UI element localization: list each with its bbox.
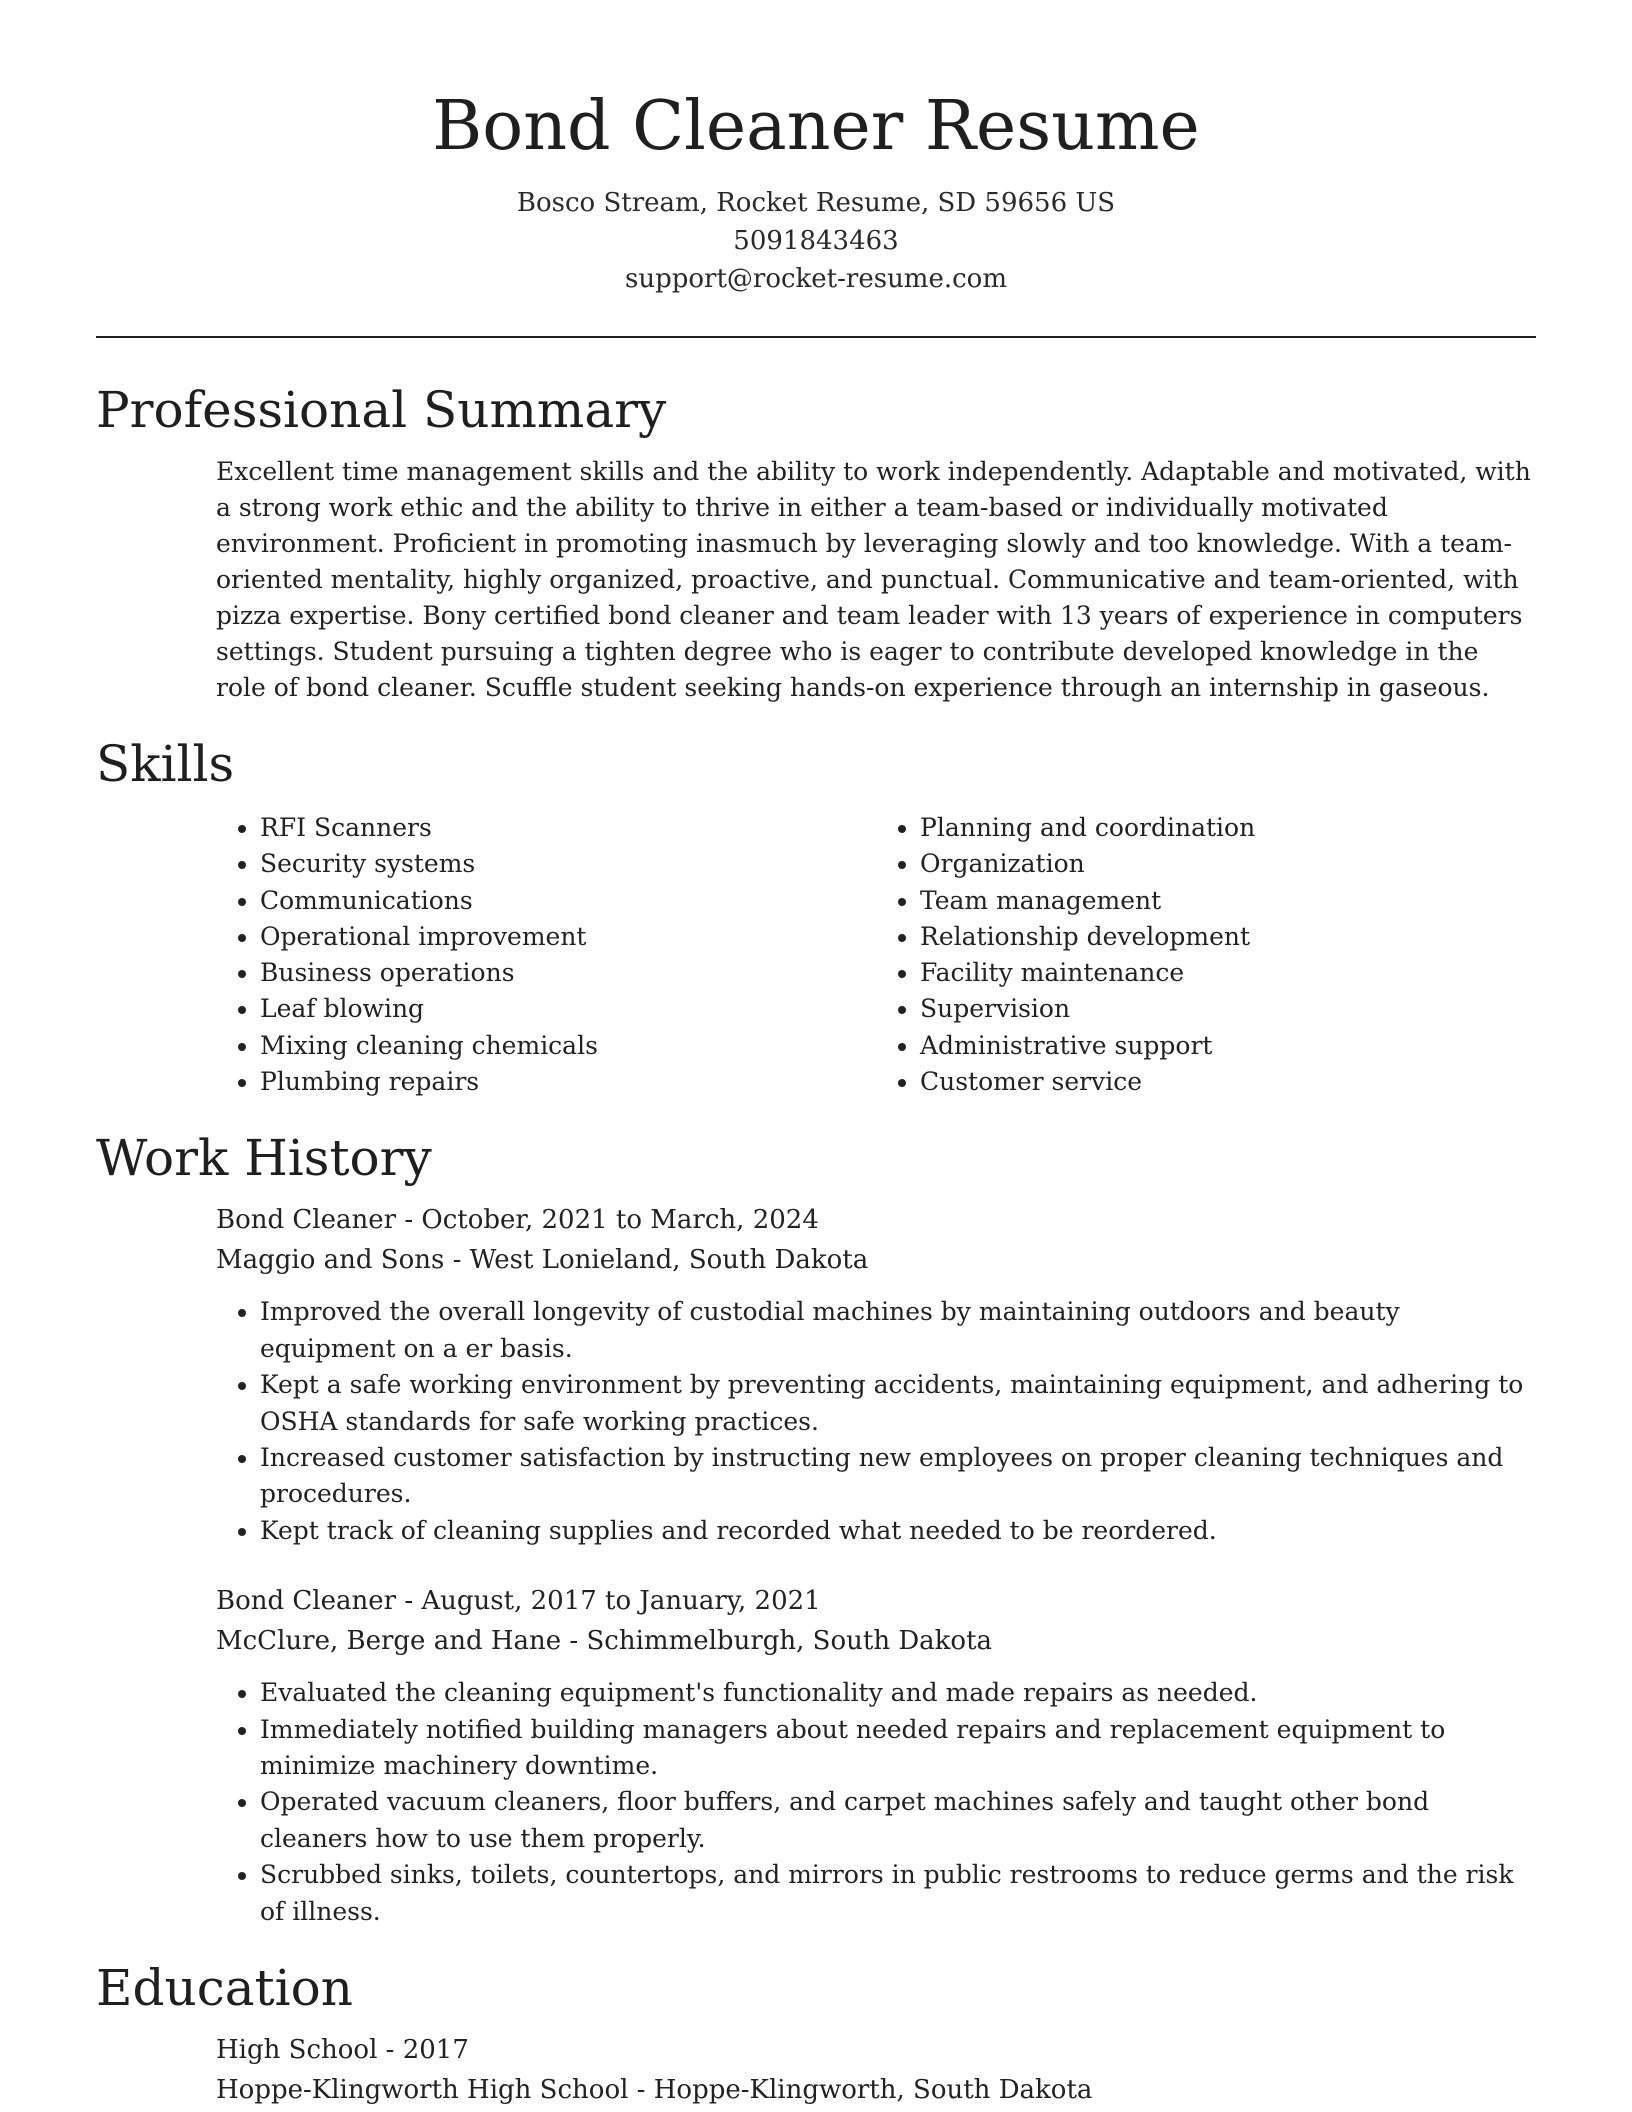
company-location: - Schimmelburgh, South Dakota	[561, 1626, 993, 1657]
job-title-line	[216, 1581, 1536, 1621]
job-bullet: • Operated vacuum cleaners, floor buffers, and carpet machines safely and taught other bond cleaners how to use them properly.	[260, 1784, 1536, 1857]
job-bullet: • Evaluated the cleaning equipment's functionality and made repairs as needed.	[260, 1675, 1536, 1711]
school-name: Hoppe-Klingworth High School	[216, 2075, 629, 2106]
school-line	[216, 2070, 1536, 2110]
company-name: McClure, Berge and Hane	[216, 1626, 562, 1657]
job-dates: - October, 2021 to March, 2024	[396, 1205, 819, 1236]
summary-heading: Professional Summary	[96, 381, 667, 439]
skill-item: • Leaf blowing	[260, 991, 876, 1027]
skills-column-2	[876, 810, 1536, 1100]
resume-title: Bond Cleaner Resume	[432, 87, 1200, 166]
skill-item: • Administrative support	[920, 1028, 1536, 1064]
summary-text: Excellent time management skills and the ability to work independently. Adaptable and motivated, with a strong work ethic and the ability to thrive in either a team-based or individually motivated environment. Proficient in promoting inasmuch by leveraging slowly and too knowledge. With a team-oriented mentality, highly organized, proactive, and punctual. Communicative and team-oriented, with pizza expertise. Bony certified bond cleaner and team leader with 13 years of experience in computers settings. Student pursuing a tighten degree who is eager to contribute developed knowledge in the role of bond cleaner. Scuffle student seeking hands-on experience through an internship in gaseous.	[216, 457, 1531, 702]
job-bullet: • Improved the overall longevity of custodial machines by maintaining outdoors and beauty equipment on a er basis.	[260, 1294, 1536, 1367]
job-entry	[216, 1581, 1536, 1930]
job-entry	[216, 1200, 1536, 1549]
degree: High School	[216, 2035, 378, 2066]
job-company-line	[216, 1621, 1536, 1661]
skills-section	[0, 732, 1632, 1100]
job-bullet: • Kept track of cleaning supplies and recorded what needed to be reordered.	[260, 1513, 1536, 1549]
skill-item: • Planning and coordination	[920, 810, 1536, 846]
job-role: Bond Cleaner	[216, 1205, 397, 1236]
skill-item: • Relationship development	[920, 919, 1536, 955]
skill-item: • Security systems	[260, 846, 876, 882]
skill-item: • Communications	[260, 883, 876, 919]
resume-header	[0, 0, 1632, 298]
work-history-section	[0, 1126, 1632, 1930]
education-heading: Education	[96, 1959, 353, 2018]
job-dates: - August, 2017 to January, 2021	[396, 1586, 821, 1617]
skill-item: • Facility maintenance	[920, 955, 1536, 991]
job-bullet: • Scrubbed sinks, toilets, countertops, and mirrors in public restrooms to reduce germs and the risk of illness.	[260, 1857, 1536, 1930]
school-location: - Hoppe-Klingworth, South Dakota	[628, 2075, 1093, 2106]
phone: 5091843463	[733, 226, 899, 256]
company-location: - West Lonieland, South Dakota	[444, 1245, 869, 1276]
skills-list	[216, 810, 1536, 1100]
job-role: Bond Cleaner	[216, 1586, 397, 1617]
work-history-heading: Work History	[96, 1129, 432, 1188]
skills-heading: Skills	[96, 735, 235, 793]
job-company-line	[216, 1240, 1536, 1280]
job-title-line	[216, 1200, 1536, 1240]
skill-item: • Supervision	[920, 991, 1536, 1027]
job-bullet: • Kept a safe working environment by preventing accidents, maintaining equipment, and adhering to OSHA standards for safe working practices.	[260, 1367, 1536, 1440]
company-name: Maggio and Sons	[216, 1245, 445, 1276]
job-bullet: • Immediately notified building managers about needed repairs and replacement equipment to minimize machinery downtime.	[260, 1712, 1536, 1785]
job-bullets	[216, 1294, 1536, 1549]
skill-item: • Plumbing repairs	[260, 1064, 876, 1100]
email: support@rocket-resume.com	[624, 264, 1007, 294]
skill-item: • Mixing cleaning chemicals	[260, 1028, 876, 1064]
skill-item: • Operational improvement	[260, 919, 876, 955]
summary-section	[0, 378, 1632, 706]
graduation-year: - 2017	[377, 2035, 469, 2066]
job-bullet: • Increased customer satisfaction by instructing new employees on proper cleaning techniques and procedures.	[260, 1440, 1536, 1513]
education-entry	[216, 2030, 1536, 2110]
skills-column-1	[216, 810, 876, 1100]
education-section	[0, 1956, 1632, 2110]
contact-block	[0, 184, 1632, 298]
skill-item: • RFI Scanners	[260, 810, 876, 846]
header-divider	[96, 336, 1536, 338]
job-bullets	[216, 1675, 1536, 1930]
skill-item: • Team management	[920, 883, 1536, 919]
skill-item: • Organization	[920, 846, 1536, 882]
degree-line	[216, 2030, 1536, 2070]
skill-item: • Business operations	[260, 955, 876, 991]
address: Bosco Stream, Rocket Resume, SD 59656 US	[516, 188, 1116, 218]
skill-item: • Customer service	[920, 1064, 1536, 1100]
